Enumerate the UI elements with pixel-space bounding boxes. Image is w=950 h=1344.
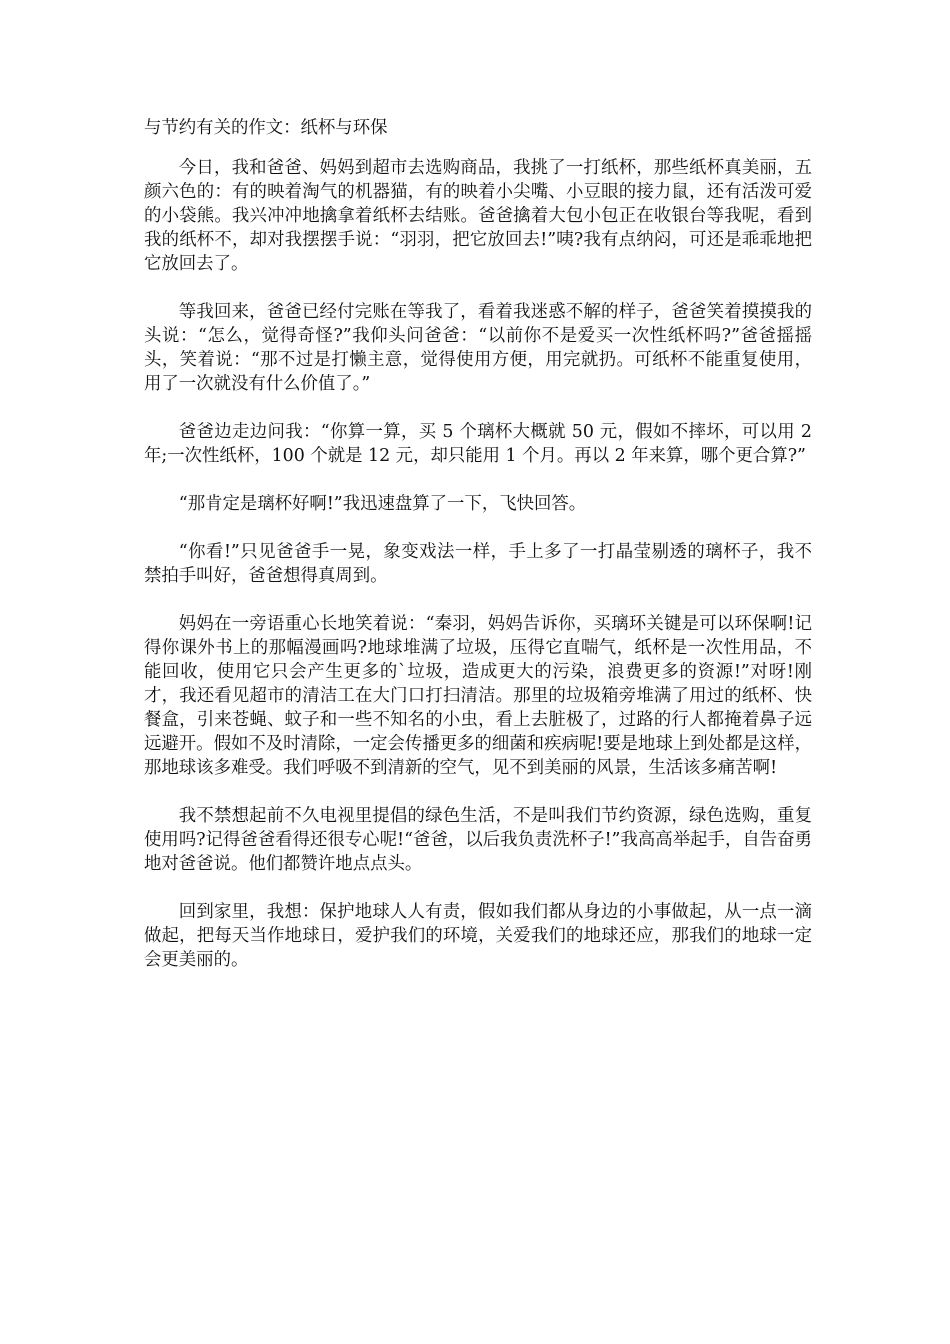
- paragraph-4: “那肯定是璃杯好啊!”我迅速盘算了一下，飞快回答。: [178, 494, 587, 514]
- paragraph-8: 回到家里，我想：保护地球人人有责，假如我们都从身边的小事做起，从一点一滴做起，把每天当作地球日，爱护我们的环境，关爱我们的地球还应，那我们的地球一定会更美丽的。: [144, 902, 812, 970]
- paragraph-6: 妈妈在一旁语重心长地笑着说：“秦羽，妈妈告诉你，买璃环关键是可以环保啊!记得你课外书上的那幅漫画吗?地球堆满了垃圾，压得它直喘气，纸杯是一次性用品，不能回收，使用它只会产生更多的`垃圾，造成更大的污染，浪费更多的资源!”对呀!刚才，我还看见超市的清洁工在大门口打扫清洁。那里的垃圾箱旁堆满了用过的纸杯、快餐盒，引来苍蝇、蚊子和一些不知名的小虫，看上去脏极了，过路的行人都掩着鼻子远远避开。假如不及时清除，一定会传播更多的细菌和疾病呢!要是地球上到处都是这样，那地球该多难受。我们呼吸不到清新的空气，见不到美丽的风景，生活该多痛苦啊!: [144, 614, 812, 778]
- document-body: [144, 116, 812, 996]
- paragraph-2: 等我回来，爸爸已经付完账在等我了，看着我迷惑不解的样子，爸爸笑着摸摸我的头说：“怎么，觉得奇怪?”我仰头问爸爸：“以前你不是爱买一次性纸杯吗?”爸爸摇摇头，笑着说：“那不过是打懒主意，觉得使用方便，用完就扔。可纸杯不能重复使用，用了一次就没有什么价值了。”: [144, 302, 812, 394]
- paragraph-1: 今日，我和爸爸、妈妈到超市去选购商品，我挑了一打纸杯，那些纸杯真美丽，五颜六色的：有的映着淘气的机器猫，有的映着小尖嘴、小豆眼的接力鼠，还有活泼可爱的小袋熊。我兴冲冲地擒拿着纸杯去结账。爸爸擒着大包小包正在收银台等我呢，看到我的纸杯不，却对我摆摆手说：“羽羽，把它放回去!”咦?我有点纳闷，可还是乖乖地把它放回去了。: [144, 158, 812, 274]
- paragraph-3: 爸爸边走边问我：“你算一算，买 5 个璃杯大概就 50 元，假如不摔坏，可以用 2 年;一次性纸杯，100 个就是 12 元，却只能用 1 个月。再以 2 年来算，哪个更合算?”: [144, 422, 812, 466]
- document-title: 与节约有关的作文：纸杯与环保: [144, 118, 388, 138]
- paragraph-5: “你看!”只见爸爸手一晃，象变戏法一样，手上多了一打晶莹剔透的璃杯子，我不禁拍手叫好，爸爸想得真周到。: [144, 542, 812, 586]
- paragraph-7: 我不禁想起前不久电视里提倡的绿色生活，不是叫我们节约资源，绿色选购，重复使用吗?记得爸爸看得还很专心呢!“爸爸，以后我负责洗杯子!”我高高举起手，自告奋勇地对爸爸说。他们都赞许地点点头。: [144, 806, 812, 874]
